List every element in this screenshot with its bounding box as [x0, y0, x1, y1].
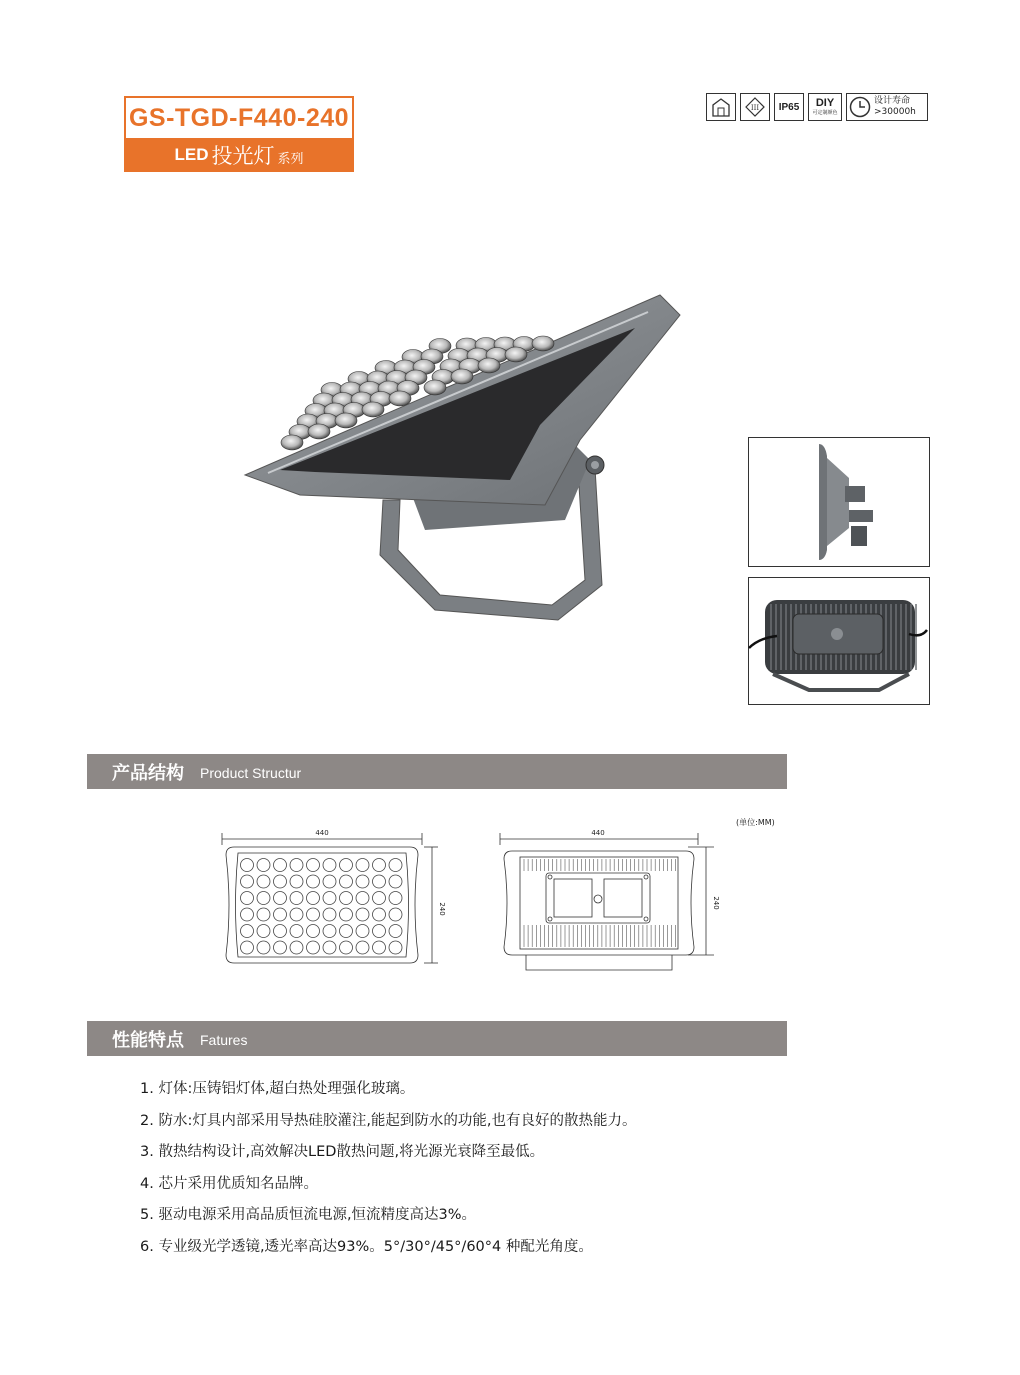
led-circle	[290, 892, 303, 905]
led-lens	[505, 347, 527, 362]
section-bar-structure	[87, 754, 787, 789]
lifetime-label: 设计寿命	[874, 96, 911, 106]
diy-badge	[808, 93, 842, 121]
led-circle	[241, 859, 254, 872]
led-circle	[323, 892, 336, 905]
led-circle	[241, 925, 254, 938]
led-circle	[373, 892, 386, 905]
feature-item: 5. 驱动电源采用高品质恒流电源,恒流精度高达3%。	[140, 1207, 477, 1223]
led-circle	[290, 908, 303, 921]
led-circle	[307, 908, 320, 921]
front-height-label: 240	[438, 902, 446, 916]
led-lens	[308, 424, 330, 439]
led-lens	[424, 380, 446, 395]
led-circle	[307, 941, 320, 954]
led-circle	[340, 941, 353, 954]
led-circle	[274, 941, 287, 954]
led-circle	[323, 908, 336, 921]
front-width-label: 440	[315, 829, 329, 837]
led-circle	[356, 941, 369, 954]
diy-sublabel: 可定制颜色	[812, 110, 838, 116]
svg-text:III: III	[750, 104, 760, 112]
led-circle	[257, 908, 270, 921]
led-lens	[362, 402, 384, 417]
section-title-zh: 产品结构	[112, 762, 184, 784]
led-circle	[373, 908, 386, 921]
indoor-icon	[706, 93, 736, 121]
led-circle	[340, 925, 353, 938]
section-title-zh: 性能特点	[112, 1029, 184, 1051]
led-lens	[478, 358, 500, 373]
led-circle	[340, 875, 353, 888]
led-circle	[307, 925, 320, 938]
led-circle	[389, 859, 402, 872]
series-name: 投光灯	[211, 144, 275, 168]
led-circle	[290, 859, 303, 872]
feature-item: 3. 散热结构设计,高效解决LED散热问题,将光源光衰降至最低。	[140, 1144, 545, 1160]
led-circle	[241, 875, 254, 888]
led-circle	[356, 859, 369, 872]
side-view-photo	[749, 438, 929, 566]
back-height-label: 240	[712, 896, 720, 910]
led-circle	[373, 925, 386, 938]
led-circle	[340, 908, 353, 921]
feature-list	[140, 1080, 637, 1269]
led-lens	[389, 391, 411, 406]
led-circle	[274, 925, 287, 938]
ip65-badge: IP65	[774, 93, 804, 121]
led-circle	[356, 925, 369, 938]
led-lens	[451, 369, 473, 384]
led-circle	[274, 892, 287, 905]
led-circle	[389, 908, 402, 921]
series-suffix: 系列	[277, 151, 304, 167]
led-circle	[274, 908, 287, 921]
led-circle	[257, 875, 270, 888]
feature-item: 1. 灯体:压铸铝灯体,超白热处理强化玻璃。	[140, 1081, 415, 1097]
led-circle	[323, 925, 336, 938]
led-circle	[389, 941, 402, 954]
led-circle	[340, 859, 353, 872]
feature-item: 2. 防水:灯具内部采用导热硅胶灌注,能起到防水的功能,也有良好的散热能力。	[140, 1112, 637, 1129]
section-bar-features	[87, 1021, 787, 1056]
front-view-drawing	[210, 825, 445, 975]
led-circle	[356, 892, 369, 905]
led-circle	[290, 875, 303, 888]
led-circle	[373, 875, 386, 888]
led-circle	[373, 859, 386, 872]
led-circle	[307, 892, 320, 905]
led-array	[240, 290, 680, 635]
led-circle	[290, 941, 303, 954]
unit-note: (单位:MM)	[736, 818, 775, 827]
side-view-photo-frame	[748, 437, 930, 567]
led-lens	[532, 336, 554, 351]
led-circle	[257, 859, 270, 872]
led-circle	[241, 908, 254, 921]
led-circle	[257, 892, 270, 905]
led-circle	[389, 875, 402, 888]
lifetime-badge	[846, 93, 928, 121]
led-circle	[356, 875, 369, 888]
led-circle	[290, 925, 303, 938]
led-circle	[356, 908, 369, 921]
diy-label: DIY	[815, 97, 835, 109]
led-circle	[257, 941, 270, 954]
led-circle	[323, 941, 336, 954]
led-circle	[323, 859, 336, 872]
led-circle	[389, 925, 402, 938]
back-width-label: 440	[591, 829, 605, 837]
led-circle	[274, 875, 287, 888]
led-circle	[340, 892, 353, 905]
led-circle	[241, 892, 254, 905]
led-circle	[274, 859, 287, 872]
led-circle	[389, 892, 402, 905]
clock-icon	[849, 96, 871, 118]
feature-item: 6. 专业级光学透镜,透光率高达93%。5°/30°/45°/60°4 种配光角度。	[140, 1238, 593, 1255]
model-number: GS-TGD-F440-240	[128, 103, 350, 132]
led-circle	[257, 925, 270, 938]
certification-icons	[706, 93, 928, 123]
led-circle	[241, 941, 254, 954]
series-led: LED	[174, 145, 209, 164]
title-block	[124, 96, 352, 174]
led-lens	[281, 435, 303, 450]
model-box	[124, 96, 354, 140]
series-banner	[124, 138, 354, 172]
feature-item: 4. 芯片采用优质知名品牌。	[140, 1175, 318, 1192]
led-circle	[323, 875, 336, 888]
back-view-photo-frame	[748, 577, 930, 705]
back-view-photo	[749, 578, 929, 704]
section-title-en: Product Structur	[200, 765, 302, 781]
led-circle	[307, 875, 320, 888]
led-circle	[307, 859, 320, 872]
section-title-en: Fatures	[200, 1032, 248, 1048]
back-view-drawing	[490, 825, 730, 975]
lifetime-value: >30000h	[874, 107, 916, 117]
led-circle	[373, 941, 386, 954]
class-iii-icon	[740, 93, 770, 121]
led-lens	[335, 413, 357, 428]
